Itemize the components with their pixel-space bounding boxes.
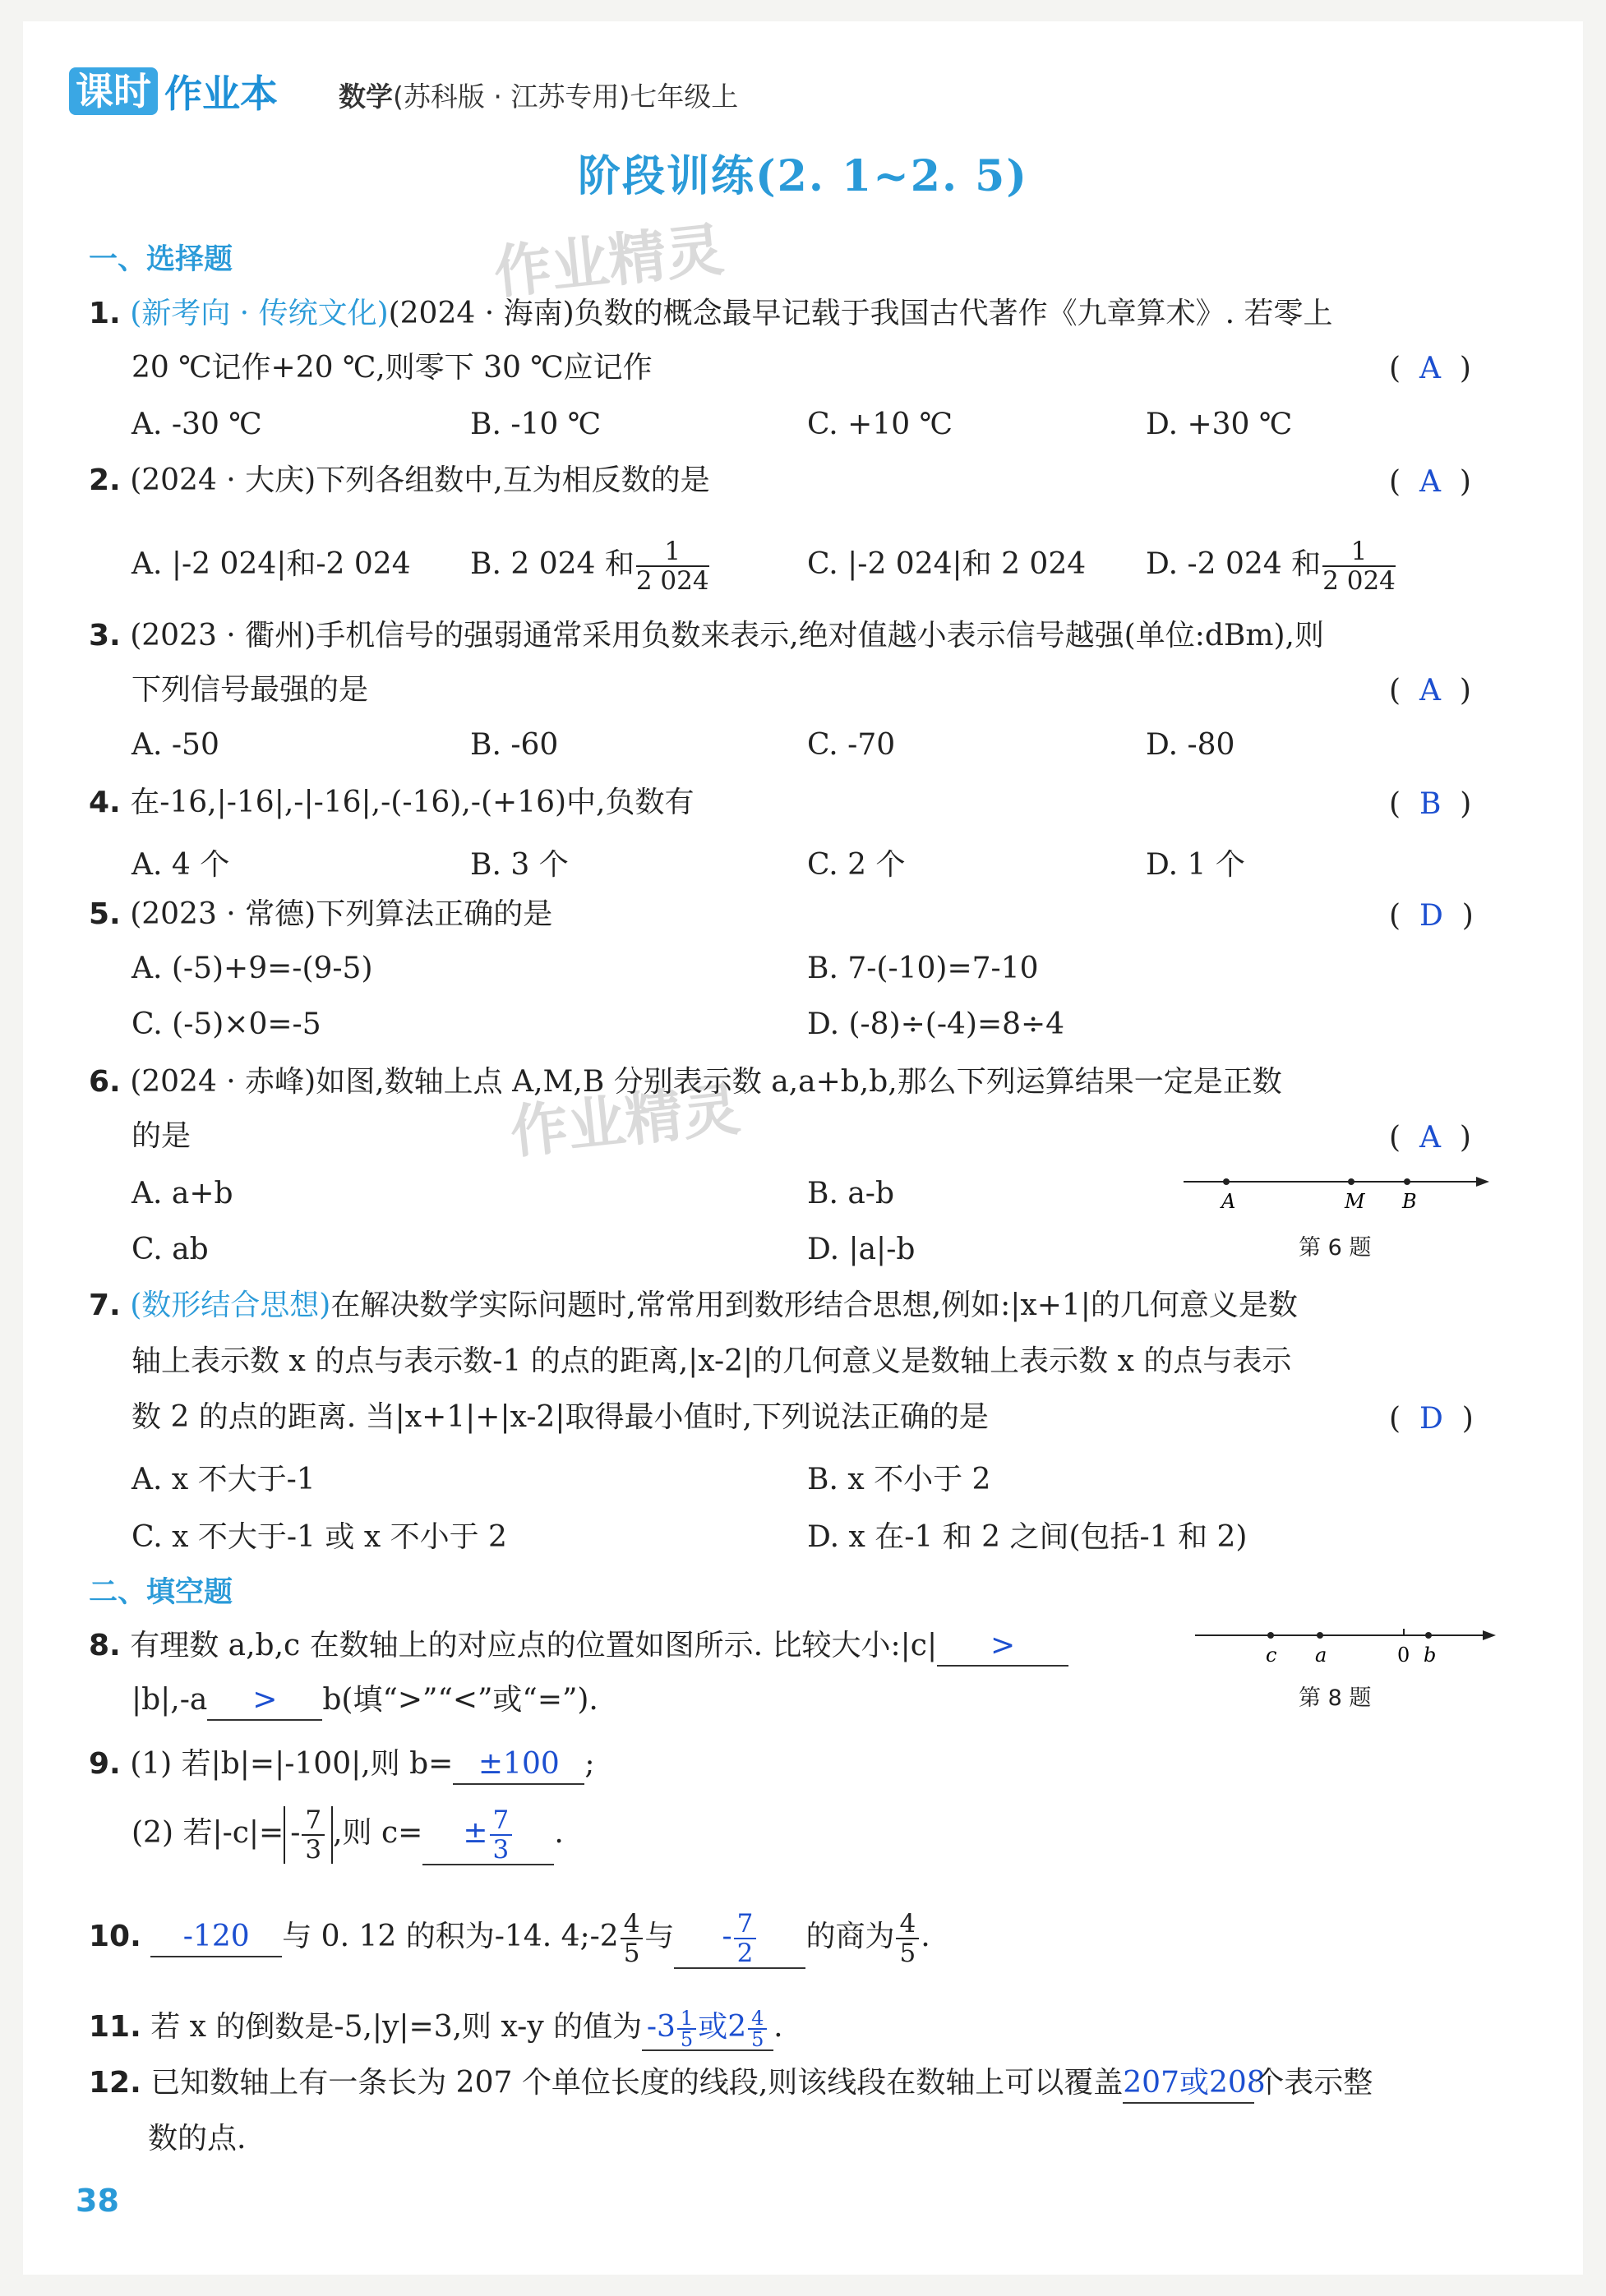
q2-text: (2024 · 大庆)下列各组数中,互为相反数的是	[130, 463, 710, 497]
frac-numerator: 7	[490, 1806, 513, 1836]
q11-line	[89, 2008, 783, 2051]
point-a	[1223, 1178, 1230, 1185]
q4-line	[89, 784, 694, 822]
frac-numerator: 4	[748, 2008, 767, 2030]
edition: (苏科版 · 江苏专用)七年级上	[393, 81, 739, 113]
q2-option-b-text: B. 2 024 和	[470, 547, 635, 581]
q6-option-a: A. a+b	[132, 1177, 233, 1210]
q12-text2: 个表示整	[1254, 2066, 1373, 2100]
q11-ans-or: 或2	[698, 2010, 747, 2044]
q2-option-b	[470, 523, 711, 595]
q9-fraction	[302, 1806, 325, 1864]
q10-text3: 的商为	[805, 1920, 895, 1953]
q7-text1: 在解决数学实际问题时,常常用到数形结合思想,例如:|x+1|的几何意义是数	[330, 1289, 1298, 1322]
q7-answer-paren: ( D )	[1389, 1402, 1474, 1436]
q10-mixed-fraction	[621, 1910, 644, 1967]
q9-part2	[132, 1806, 564, 1865]
q9-part2-mid: ,则 c=	[333, 1816, 423, 1850]
label-c: c	[1266, 1644, 1277, 1667]
frac-denominator: 5	[680, 2028, 694, 2051]
q5-option-d: D. (-8)÷(-4)=8÷4	[807, 1007, 1065, 1041]
q6-answer: A	[1419, 1121, 1441, 1155]
q7-option-d: D. x 在-1 和 2 之间(包括-1 和 2)	[807, 1520, 1248, 1554]
q10-text2: 与	[644, 1920, 675, 1953]
q8-number-line	[1192, 1619, 1498, 1676]
frac-denominator: 2	[736, 1939, 754, 1968]
q1-option-b: B. -10 ℃	[470, 408, 602, 441]
q8-text2b: b(填“>”“<”或“=”).	[322, 1683, 598, 1717]
q6-text1: (2024 · 赤峰)如图,数轴上点 A,M,B 分别表示数 a,a+b,b,那么下列运算结果一定是正数	[130, 1065, 1282, 1099]
section-choice: 一、选择题	[89, 243, 233, 276]
frac-denominator: 2 024	[1322, 566, 1396, 596]
q3-text2: 下列信号最强的是	[132, 673, 369, 707]
q11-ans-a-fraction	[677, 2008, 696, 2049]
q6-option-c: C. ab	[132, 1233, 209, 1266]
q12-number: 12.	[89, 2066, 141, 2100]
q7-option-c: C. x 不大于-1 或 x 不小于 2	[132, 1520, 507, 1554]
q3-line1	[89, 617, 1324, 655]
q2-answer: A	[1419, 465, 1441, 499]
q8-line1	[89, 1627, 1068, 1667]
logo-badge: 课时	[69, 67, 158, 115]
q11-number: 11.	[89, 2010, 141, 2044]
watermark: 作业精灵	[491, 215, 727, 307]
q1-number: 1.	[89, 297, 121, 330]
q2-option-c: C. |-2 024|和 2 024	[807, 547, 1087, 581]
q11-end: .	[773, 2010, 783, 2044]
q3-option-b: B. -60	[470, 728, 559, 762]
q11-ans-b-fraction	[748, 2008, 767, 2049]
q8-text2a: |b|,-a	[132, 1683, 208, 1717]
q12-text1: 已知数轴上有一条长为 207 个单位长度的线段,则该线段在数轴上可以覆盖	[150, 2066, 1124, 2100]
q9-part2-text: (2) 若|-c|=	[132, 1816, 284, 1850]
q6-line1	[89, 1063, 1282, 1101]
q5-line	[89, 896, 552, 934]
frac-denominator: 5	[623, 1939, 640, 1968]
point-c	[1267, 1632, 1274, 1639]
q3-option-a: A. -50	[132, 728, 219, 762]
q11-blank[interactable]	[642, 2008, 773, 2051]
q1-tag: (新考向 · 传统文化)	[130, 297, 389, 330]
q2-number: 2.	[89, 463, 121, 497]
q7-option-a: A. x 不大于-1	[132, 1463, 316, 1496]
q9-part1	[89, 1745, 594, 1785]
q5-text: (2023 · 常德)下列算法正确的是	[130, 897, 553, 931]
logo-word: 作业本	[164, 71, 278, 116]
q3-answer: A	[1419, 674, 1441, 708]
q9-ans2-fraction	[490, 1806, 513, 1864]
q6-text2: 的是	[132, 1119, 192, 1153]
q2-option-d	[1146, 523, 1397, 595]
q5-option-b: B. 7-(-10)=7-10	[807, 952, 1039, 985]
q4-option-d: D. 1 个	[1146, 848, 1245, 882]
frac-denominator: 5	[899, 1939, 916, 1968]
q6-answer-paren: ( A )	[1389, 1121, 1471, 1155]
q12-blank[interactable]: 207或208	[1123, 2064, 1254, 2104]
q8-figure-caption: 第 8 题	[1299, 1685, 1372, 1711]
frac-denominator: 5	[751, 2028, 764, 2051]
q7-tag: (数形结合思想)	[130, 1289, 331, 1322]
watermark: 作业精灵	[507, 1075, 744, 1167]
q10-result-fraction	[896, 1910, 919, 1967]
q10-end: .	[921, 1920, 930, 1953]
q6-option-b: B. a-b	[807, 1177, 895, 1210]
q1-line1	[89, 295, 1333, 333]
subject-name: 数学	[339, 81, 393, 113]
q8-line2	[132, 1681, 598, 1721]
q2-option-d-fraction	[1322, 537, 1396, 595]
q8-blank1[interactable]: >	[937, 1627, 1068, 1667]
axis-arrow	[1476, 1177, 1489, 1187]
q8-blank2[interactable]: >	[207, 1681, 322, 1721]
q4-text: 在-16,|-16|,-|-16|,-(-16),-(+16)中,负数有	[130, 786, 695, 819]
label-zero: 0	[1397, 1644, 1410, 1667]
q10-blank2[interactable]	[674, 1910, 805, 1969]
label-a: A	[1221, 1190, 1236, 1213]
q9-number: 9.	[89, 1747, 121, 1781]
q7-line1	[89, 1287, 1298, 1325]
q12-line1	[89, 2064, 1373, 2104]
q10-text1: 与 0. 12 的积为-14. 4;-2	[282, 1920, 619, 1953]
q3-text1: (2023 · 衢州)手机信号的强弱通常采用负数来表示,绝对值越小表示信号越强(单位:dBm),则	[130, 619, 1324, 652]
q4-answer-paren: ( B )	[1389, 787, 1472, 821]
q2-line	[89, 462, 710, 500]
q9-abs-value: - $\frac{7}{3}$	[284, 1806, 333, 1864]
section-fill: 二、填空题	[89, 1576, 233, 1609]
frac-numerator: 1	[1322, 537, 1396, 567]
q7-text3: 数 2 的点的距离. 当|x+1|+|x-2|取得最小值时,下列说法正确的是	[132, 1400, 989, 1434]
q9-ans2-sign: ±	[463, 1816, 488, 1850]
page-title: 阶段训练(2. 1~2. 5)	[578, 151, 1028, 201]
frac-numerator: 1	[636, 537, 709, 567]
q2-answer-paren: ( A )	[1389, 465, 1471, 499]
q1-text2: 20 ℃记作+20 ℃,则零下 30 ℃应记作	[132, 351, 653, 385]
q4-option-a: A. 4 个	[132, 848, 230, 882]
frac-numerator: 1	[677, 2008, 696, 2030]
q2-option-a: A. |-2 024|和-2 024	[132, 547, 411, 581]
q6-number: 6.	[89, 1065, 121, 1099]
q3-answer-paren: ( A )	[1389, 674, 1471, 708]
q5-option-c: C. (-5)×0=-5	[132, 1007, 321, 1041]
q4-option-b: B. 3 个	[470, 848, 569, 882]
q10-ans2-fraction	[734, 1910, 757, 1967]
q9-blank2[interactable]	[422, 1806, 554, 1865]
q2-option-d-text: D. -2 024 和	[1146, 547, 1322, 581]
q1-option-c: C. +10 ℃	[807, 408, 953, 441]
q4-option-c: C. 2 个	[807, 848, 906, 882]
label-a: a	[1315, 1644, 1327, 1667]
q8-text1: 有理数 a,b,c 在数轴上的对应点的位置如图所示. 比较大小:|c|	[130, 1629, 938, 1662]
label-b: B	[1402, 1190, 1417, 1213]
q7-option-b: B. x 不小于 2	[807, 1463, 991, 1496]
q5-answer-paren: ( D )	[1389, 899, 1474, 933]
point-b	[1425, 1632, 1432, 1639]
q1-option-a: A. -30 ℃	[132, 408, 262, 441]
q5-answer: D	[1419, 899, 1443, 933]
q6-figure-caption: 第 6 题	[1299, 1235, 1372, 1261]
q7-text2: 轴上表示数 x 的点与表示数-1 的点的距离,|x-2|的几何意义是数轴上表示数 x 的点与表示	[132, 1344, 1292, 1378]
q10-line	[89, 1910, 930, 1969]
q11-text: 若 x 的倒数是-5,|y|=3,则 x-y 的值为	[150, 2010, 643, 2044]
frac-denominator: 2 024	[635, 566, 709, 596]
subject-line	[339, 76, 738, 114]
q10-ans2-sign: -	[722, 1920, 732, 1953]
point-a	[1317, 1632, 1323, 1639]
q9-part2-end: .	[554, 1816, 564, 1850]
q12-text3: 数的点.	[148, 2122, 247, 2155]
q6-option-d: D. |a|-b	[807, 1233, 916, 1266]
q1-answer: A	[1419, 352, 1441, 385]
q7-number: 7.	[89, 1289, 121, 1322]
q3-option-c: C. -70	[807, 728, 896, 762]
frac-numerator: 4	[621, 1910, 644, 1939]
q2-option-b-fraction	[636, 537, 709, 595]
brand-logo	[69, 64, 278, 118]
q10-number: 10.	[89, 1920, 141, 1953]
q3-number: 3.	[89, 619, 121, 652]
q9-part1-end: ;	[584, 1747, 595, 1781]
label-m: M	[1345, 1190, 1365, 1213]
q5-number: 5.	[89, 897, 121, 931]
label-b: b	[1424, 1644, 1437, 1667]
q1-text1: (2024 · 海南)负数的概念最早记载于我国古代著作《九章算术》. 若零上	[388, 297, 1333, 330]
q10-blank1[interactable]: -120	[150, 1918, 282, 1957]
frac-numerator: 7	[734, 1910, 757, 1939]
axis-arrow	[1483, 1630, 1496, 1640]
point-b	[1404, 1178, 1410, 1185]
q1-option-d: D. +30 ℃	[1146, 408, 1293, 441]
q11-ans-a: -3	[646, 2010, 676, 2044]
point-m	[1348, 1178, 1354, 1185]
frac-numerator: 4	[896, 1910, 919, 1939]
q9-blank1[interactable]: ±100	[453, 1745, 584, 1785]
q4-number: 4.	[89, 786, 121, 819]
q3-option-d: D. -80	[1146, 728, 1235, 762]
q5-option-a: A. (-5)+9=-(9-5)	[132, 952, 373, 985]
q9-part1-text: (1) 若|b|=|-100|,则 b=	[130, 1747, 454, 1781]
q7-answer: D	[1419, 1402, 1443, 1436]
q8-number: 8.	[89, 1629, 121, 1662]
q4-answer: B	[1419, 787, 1442, 821]
frac-denominator: 3	[492, 1835, 510, 1865]
frac-numerator: 7	[302, 1806, 325, 1836]
q1-answer-paren: ( A )	[1389, 352, 1471, 385]
page-number: 38	[76, 2183, 119, 2219]
frac-denominator: 3	[305, 1835, 322, 1865]
